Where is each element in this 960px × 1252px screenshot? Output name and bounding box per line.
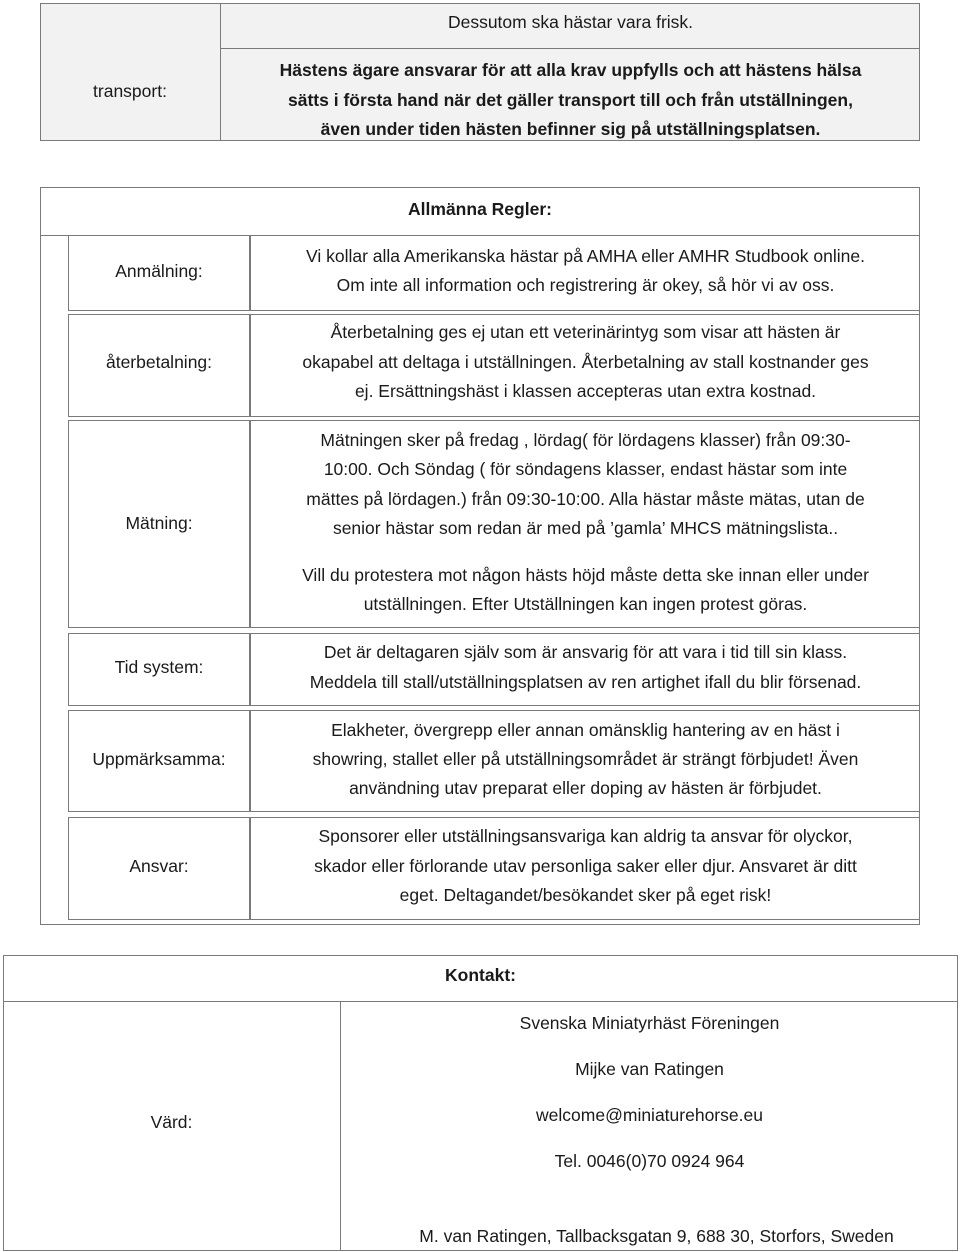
matning-text-line: mättes på lördagen.) från 09:30-10:00. Alla hästar måste mätas, utan de <box>306 489 865 509</box>
uppmarksamma-text-line: Elakheter, övergrepp eller annan omänsklig hantering av en häst i <box>331 720 840 740</box>
contact-header-divider <box>3 1001 958 1002</box>
contact-label: Värd: <box>150 1112 193 1132</box>
uppmarksamma-text-line: användning utav preparat eller doping av hästen är förbjudet. <box>349 778 822 798</box>
contact-name: Mijke van Ratingen <box>575 1059 724 1079</box>
ansvar-text-line: skador eller förlorande utav personliga saker eller djur. Ansvaret är ditt <box>314 856 857 876</box>
matning-text-line: Mätningen sker på fredag , lördag( för lördagens klasser) från 09:30- <box>320 430 851 450</box>
rules-title: Allmänna Regler: <box>408 199 552 219</box>
uppmarksamma-text-line: showring, stallet eller på utställningsområdet är strängt förbjudet! Även <box>312 749 859 769</box>
tid-system-text-line: Det är deltagaren själv som är ansvarig för att vara i tid till sin klass. <box>323 642 848 662</box>
anmalning-text-line: Om inte all information och registrering är okey, så hör vi av oss. <box>336 275 835 295</box>
matning-text-line: utställningen. Efter Utställningen kan ingen protest göras. <box>363 594 808 614</box>
aterbetalning-text-line: ej. Ersättningshäst i klassen accepteras utan extra kostnad. <box>354 381 817 401</box>
matning-text-line: 10:00. Och Söndag ( för söndagens klasser, endast hästar som inte <box>323 459 848 479</box>
tid-system-text-line: Meddela till stall/utställningsplatsen av ren artighet ifall du blir försenad. <box>309 672 862 692</box>
anmalning-text-line: Vi kollar alla Amerikanska hästar på AMHA eller AMHR Studbook online. <box>306 246 865 266</box>
transport-intro-divider <box>220 48 920 49</box>
contact-address: M. van Ratingen, Tallbacksgatan 9, 688 30, Storfors, Sweden <box>419 1226 894 1246</box>
contact-title: Kontakt: <box>445 965 516 985</box>
transport-label: transport: <box>93 81 167 101</box>
aterbetalning-text-line: Återbetalning ges ej utan ett veterinärintyg som visar att hästen är <box>330 322 841 342</box>
label-aterbetalning: återbetalning: <box>105 352 213 372</box>
aterbetalning-text-line: okapabel att deltaga i utställningen. Återbetalning av stall kostnander ges <box>302 352 869 372</box>
transport-text-line: Hästens ägare ansvarar för att alla krav uppfylls och att hästens hälsa <box>279 60 862 80</box>
label-tid-system: Tid system: <box>114 657 204 677</box>
label-uppmarksamma: Uppmärksamma: <box>92 749 226 769</box>
ansvar-text-line: Sponsorer eller utställningsansvariga kan aldrig ta ansvar för olyckor, <box>318 826 853 846</box>
matning-text-line: senior hästar som redan är med på ’gamla’ MHCS mätningslista.. <box>332 518 839 538</box>
contact-phone: Tel. 0046(0)70 0924 964 <box>554 1151 745 1171</box>
label-ansvar: Ansvar: <box>129 856 189 876</box>
label-anmalning: Anmälning: <box>115 261 203 281</box>
ansvar-text-line: eget. Deltagandet/besökandet sker på eget risk! <box>399 885 772 905</box>
transport-intro: Dessutom ska hästar vara frisk. <box>447 12 694 32</box>
contact-email[interactable]: welcome@miniaturehorse.eu <box>536 1105 763 1125</box>
matning-text-line: Vill du protestera mot någon hästs höjd måste detta ske innan eller under <box>302 565 869 585</box>
contact-organization: Svenska Miniatyrhäst Föreningen <box>519 1013 780 1033</box>
label-matning: Mätning: <box>125 513 193 533</box>
transport-text-line: sätts i första hand när det gäller transport till och från utställningen, <box>288 90 853 110</box>
transport-text-line: även under tiden hästen befinner sig på utställningsplatsen. <box>320 119 821 139</box>
